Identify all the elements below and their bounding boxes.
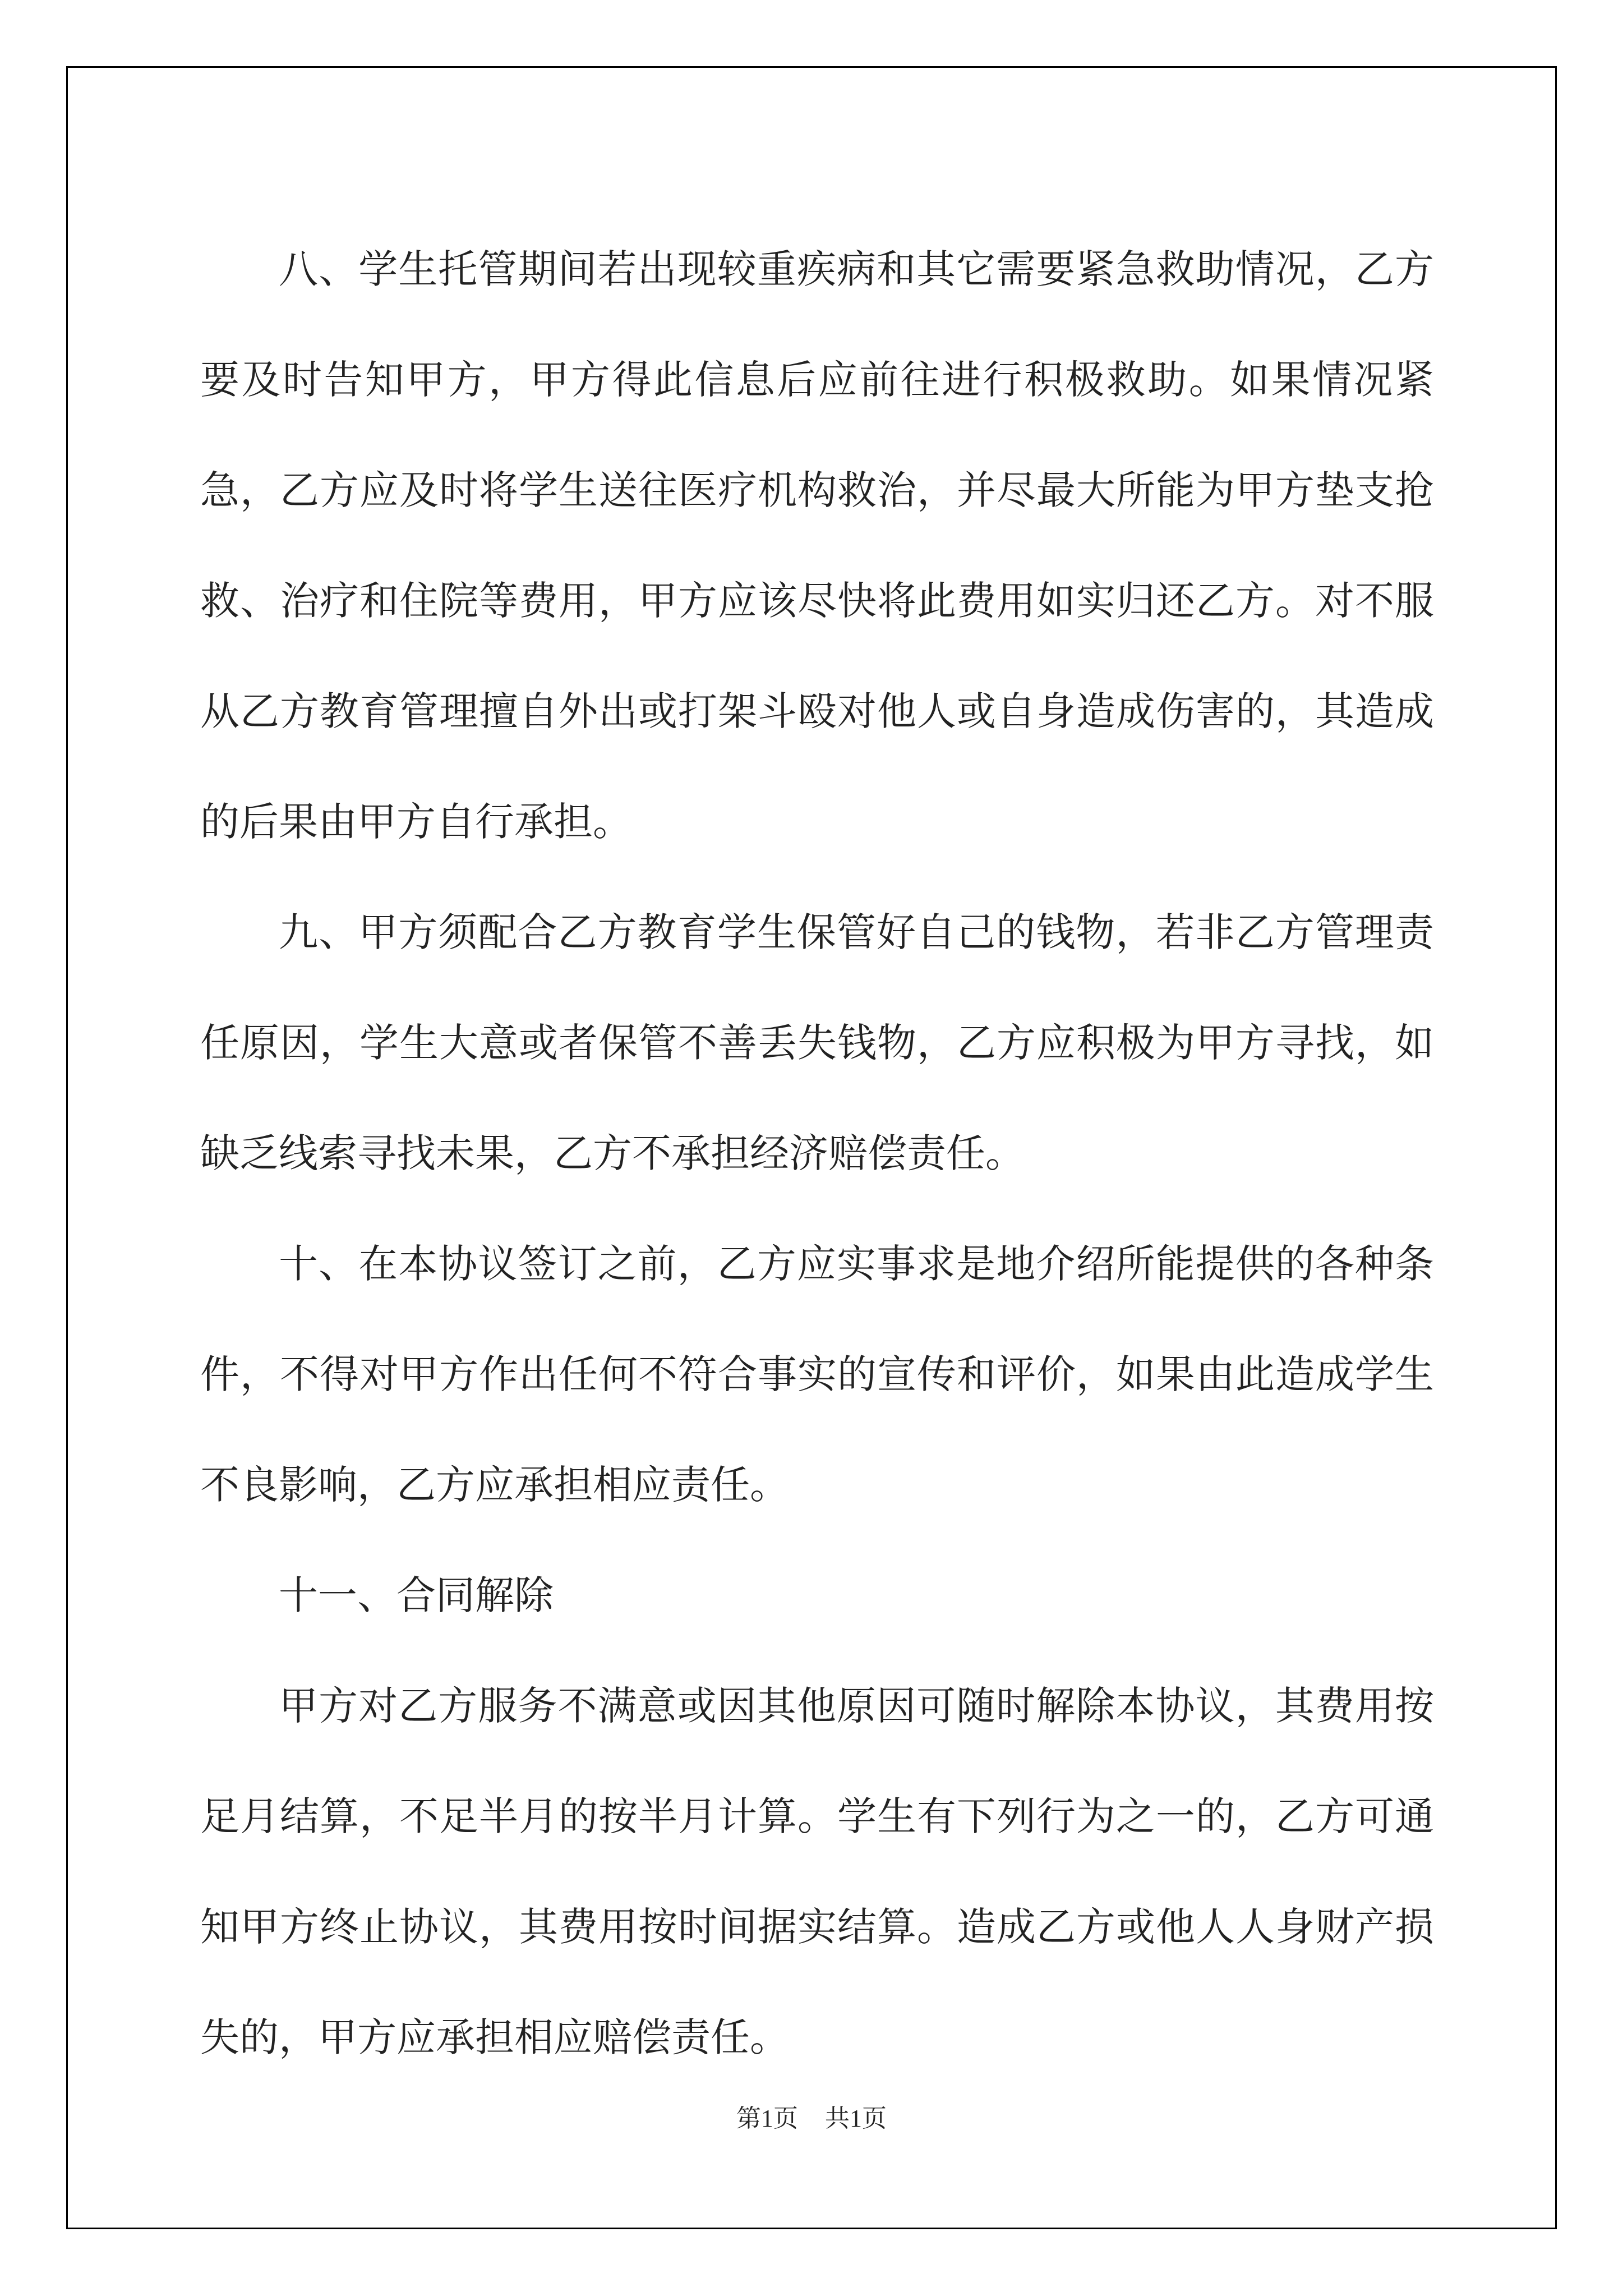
page-footer xyxy=(0,2098,1623,2134)
document-body xyxy=(200,214,1434,2093)
page-number: 第1页 xyxy=(736,2105,798,2132)
paragraph-clause-11-heading: 十一、合同解除 xyxy=(279,1572,554,1618)
page-count: 共1页 xyxy=(825,2105,887,2132)
paragraph-clause-8: 八、学生托管期间若出现较重疾病和其它需要紧急救助情况，乙方要及时告知甲方，甲方得此信息后应前往进行积极救助。如果情况紧急，乙方应及时将学生送往医疗机构救治，并尽最大所能为甲方垫支抢救、治疗和住院等费用，甲方应该尽快将此费用如实归还乙方。对不服从乙方教育管理擅自外出或打架斗殴对他人或自身造成伤害的，其造成的后果由甲方自行承担。 xyxy=(200,246,1434,845)
paragraph-clause-9: 九、甲方须配合乙方教育学生保管好自己的钱物，若非乙方管理责任原因，学生大意或者保管不善丢失钱物，乙方应积极为甲方寻找，如缺乏线索寻找未果，乙方不承担经济赔偿责任。 xyxy=(200,909,1434,1176)
paragraph-clause-11-body: 甲方对乙方服务不满意或因其他原因可随时解除本协议，其费用按足月结算，不足半月的按半月计算。学生有下列行为之一的，乙方可通知甲方终止协议，其费用按时间据实结算。造成乙方或他人人身财产损失的，甲方应承担相应赔偿责任。 xyxy=(200,1683,1434,2060)
paragraph-clause-10: 十、在本协议签订之前，乙方应实事求是地介绍所能提供的各种条件，不得对甲方作出任何不符合事实的宣传和评价，如果由此造成学生不良影响，乙方应承担相应责任。 xyxy=(200,1241,1434,1508)
